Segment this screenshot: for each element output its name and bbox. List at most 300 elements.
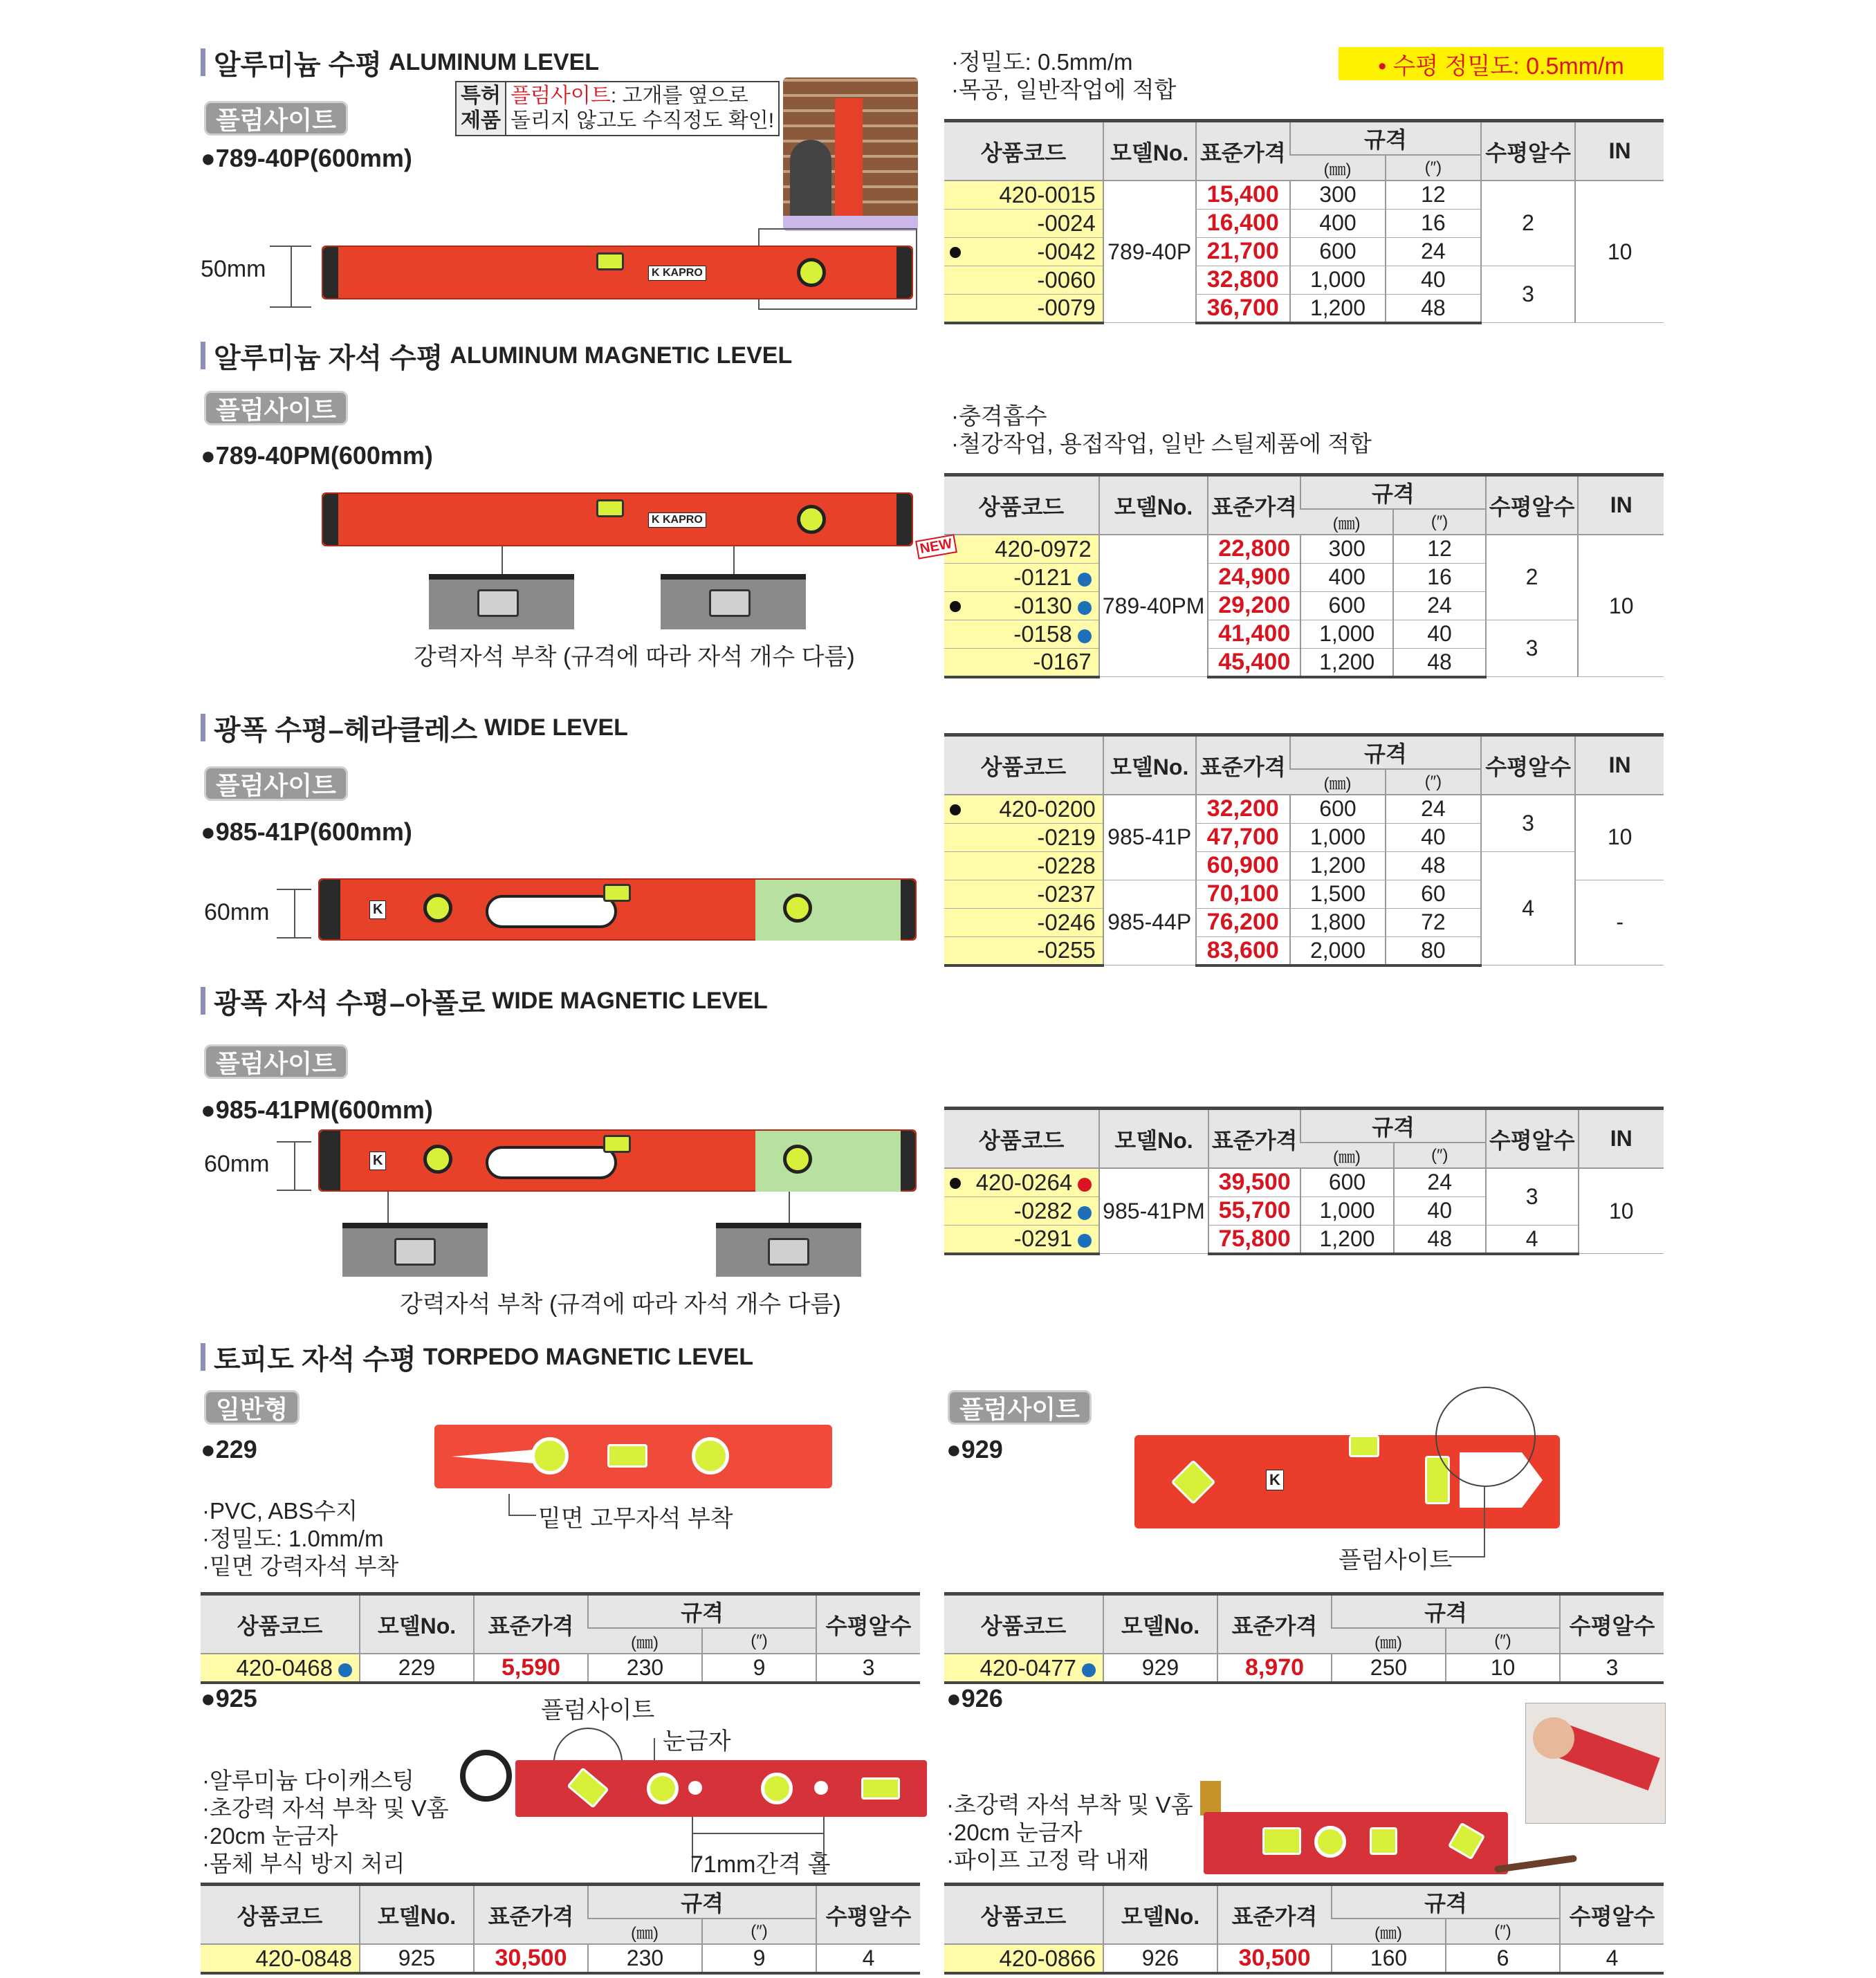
vials-cell: 2 [1481, 181, 1576, 266]
header-mm: (㎜) [588, 1628, 702, 1654]
spec-table-985-41pm [944, 1107, 1664, 1255]
header-spec: 규격 [588, 1885, 816, 1919]
model-cell: 926 [1103, 1944, 1217, 1973]
spec-table-926 [944, 1883, 1664, 1975]
leader-line [387, 1192, 389, 1223]
header-mm: (㎜) [1300, 509, 1393, 535]
product-code [944, 823, 1103, 851]
price-cell: 60,900 [1196, 851, 1291, 880]
vials-cell: 3 [1481, 266, 1576, 323]
leader-line [1484, 1487, 1485, 1556]
patent-text-1: : 고개를 옆으로 [610, 84, 748, 107]
feature-item: ·몸체 부식 방지 처리 [202, 1851, 405, 1876]
header-mm: (㎜) [588, 1919, 702, 1944]
mm-cell: 600 [1290, 795, 1386, 823]
recommended-dot [950, 1178, 961, 1189]
header-model: 모델No. [1099, 1109, 1208, 1169]
header-spec: 규격 [1290, 121, 1481, 156]
stock-dot [338, 1663, 352, 1677]
price-cell: 47,700 [1196, 823, 1291, 851]
code-text: 420-0477 [980, 1654, 1076, 1681]
table-row [944, 266, 1664, 294]
code-text: -0167 [1033, 649, 1092, 674]
header-inch: (″) [1386, 769, 1481, 795]
mm-cell: 400 [1290, 209, 1386, 237]
product-code [201, 1654, 360, 1683]
mm-cell: 300 [1290, 181, 1386, 209]
torpedo-229-image [434, 1425, 832, 1488]
angle-vial [1170, 1459, 1215, 1504]
header-vials: 수평알수 [1486, 1109, 1579, 1169]
plumb-site-badge: 플럼사이트 [948, 1390, 1092, 1425]
price-cell: 22,800 [1208, 535, 1300, 563]
feature-item: ·초강력 자석 부착 및 V홈 [202, 1795, 449, 1821]
new-badge: NEW [915, 534, 957, 559]
in-cell: - [1575, 880, 1664, 965]
level-vial [1262, 1827, 1301, 1855]
leader-line [733, 546, 735, 574]
header-spec: 규격 [1332, 1885, 1560, 1919]
pointer-shape [452, 1450, 535, 1463]
level-vial [603, 884, 631, 902]
model-cell: 229 [360, 1654, 474, 1683]
header-in: IN [1578, 475, 1664, 535]
inch-cell: 16 [1393, 563, 1485, 591]
inch-cell: 60 [1386, 880, 1481, 908]
header-model: 모델No. [360, 1885, 474, 1945]
spec-table-789-40pm [919, 473, 1664, 678]
header-in: IN [1575, 121, 1664, 181]
torpedo-925-image [515, 1760, 927, 1817]
plumb-vial [647, 1773, 679, 1804]
header-spec: 규격 [1300, 1109, 1485, 1143]
model-line: ●789-40PM(600mm) [201, 441, 433, 470]
inch-cell: 48 [1393, 648, 1485, 677]
level-vial [1370, 1827, 1397, 1855]
product-code [944, 620, 1099, 648]
model-line: ●929 [946, 1435, 1003, 1463]
code-text: 420-0848 [255, 1945, 352, 1971]
section-marker [201, 342, 205, 369]
feature-item: ·정밀도: 0.5mm/m [951, 49, 1133, 75]
header-code: 상품코드 [944, 1109, 1099, 1169]
header-vials: 수평알수 [1481, 121, 1576, 181]
level-photo-image [835, 98, 863, 216]
model-line: ●789-40P(600mm) [201, 144, 412, 172]
product-code [201, 1944, 360, 1973]
inch-cell: 24 [1386, 795, 1481, 823]
hand-image [1533, 1717, 1574, 1759]
header-inch: (″) [1386, 155, 1481, 181]
code-text: -0158 [1013, 620, 1072, 647]
model-cell: 985-41PM [1099, 1168, 1208, 1254]
price-cell: 29,200 [1208, 591, 1300, 620]
mm-cell: 160 [1332, 1944, 1446, 1973]
product-code [944, 237, 1103, 266]
magnet-closeup-image [429, 574, 574, 629]
magnet-closeup-image [342, 1223, 488, 1277]
plumb-site-callout: 플럼사이트 [1339, 1547, 1453, 1573]
table-row [201, 1654, 920, 1683]
header-price: 표준가격 [474, 1885, 588, 1945]
header-inch: (″) [1393, 509, 1485, 535]
mm-cell: 600 [1300, 591, 1393, 620]
price-cell: 39,500 [1208, 1168, 1301, 1196]
plumb-site-highlight-circle [1435, 1387, 1536, 1487]
in-cell: 10 [1578, 535, 1664, 677]
header-code: 상품코드 [201, 1885, 360, 1945]
plumb-site-panel [755, 880, 901, 941]
header-price: 표준가격 [474, 1594, 588, 1654]
feature-list [946, 1791, 1193, 1874]
hole-spacing-line [692, 1833, 823, 1834]
feature-item: ·파이프 고정 락 내재 [946, 1847, 1150, 1873]
feature-item: ·알루미늄 다이캐스팅 [202, 1768, 415, 1793]
title-korean: 광폭 수평–헤라클레스 [214, 714, 478, 746]
patent-red-text: 플럼사이트 [510, 84, 611, 107]
ruler-callout: 눈금자 [663, 1728, 731, 1755]
section-title-torpedo-magnetic-level [201, 1342, 754, 1375]
code-text: -0255 [1037, 937, 1096, 963]
inch-cell: 40 [1386, 823, 1481, 851]
model-cell: 985-41P [1103, 795, 1196, 880]
code-text: -0228 [1037, 852, 1096, 878]
inch-cell: 24 [1394, 1168, 1486, 1196]
header-inch: (″) [702, 1628, 816, 1654]
in-cell: 10 [1579, 1168, 1664, 1254]
stock-dot [1078, 573, 1092, 586]
section-title-aluminum-magnetic-level [201, 340, 792, 371]
end-cap [320, 880, 340, 939]
header-spec: 규격 [1332, 1594, 1560, 1629]
code-text: -0042 [1037, 238, 1096, 264]
code-text: -0060 [1037, 266, 1096, 293]
header-vials: 수평알수 [816, 1594, 920, 1654]
header-model: 모델No. [1099, 475, 1208, 535]
spec-table-925 [201, 1883, 920, 1975]
vials-cell: 4 [816, 1944, 920, 1973]
inch-cell: 48 [1394, 1225, 1486, 1254]
mounting-hole [814, 1781, 828, 1795]
vials-cell: 3 [1486, 620, 1579, 677]
price-cell: 32,800 [1196, 266, 1291, 294]
table-row [944, 1225, 1664, 1254]
header-spec: 규격 [1290, 735, 1481, 770]
header-code: 상품코드 [944, 475, 1099, 535]
level-vial [596, 252, 624, 270]
plumb-site-callout: 플럼사이트 [541, 1697, 655, 1723]
code-text: -0246 [1037, 909, 1096, 935]
product-code [944, 908, 1103, 936]
magnet-closeup-image [661, 574, 806, 629]
angle-vial [567, 1767, 609, 1809]
price-cell: 70,100 [1196, 880, 1291, 908]
mm-cell: 1,000 [1300, 620, 1393, 648]
section-marker [201, 714, 205, 741]
magnet-image [394, 1238, 436, 1266]
feature-item: ·초강력 자석 부착 및 V홈 [946, 1792, 1193, 1818]
spec-table-985-41p [944, 733, 1664, 967]
header-vials: 수평알수 [1560, 1885, 1664, 1945]
header-model: 모델No. [1103, 1594, 1217, 1654]
plumb-vial [1314, 1826, 1346, 1858]
header-code: 상품코드 [944, 1885, 1103, 1945]
level-985-41pm-image [318, 1129, 917, 1192]
header-price: 표준가격 [1208, 475, 1300, 535]
leader-line [508, 1515, 536, 1516]
plumb-site-badge: 플럼사이트 [204, 1044, 348, 1079]
mm-cell: 1,000 [1290, 266, 1386, 294]
plumb-vial [423, 894, 452, 923]
price-cell: 30,500 [474, 1944, 588, 1973]
product-code [944, 795, 1103, 823]
header-inch: (″) [1446, 1919, 1560, 1944]
plumb-vial [761, 1773, 793, 1804]
header-model: 모델No. [360, 1594, 474, 1654]
hand-usage-photo [1525, 1703, 1666, 1824]
header-vials: 수평알수 [1486, 475, 1579, 535]
inch-cell: 24 [1386, 237, 1481, 266]
section-title-wide-level [201, 712, 628, 746]
header-code: 상품코드 [201, 1594, 360, 1654]
inch-cell: 24 [1393, 591, 1485, 620]
magnet-callout: 밑면 고무자석 부착 [538, 1506, 733, 1532]
model-cell: 985-44P [1103, 880, 1196, 965]
stock-dot [1078, 1234, 1092, 1248]
section-marker [201, 48, 205, 76]
model-line: ●985-41P(600mm) [201, 817, 412, 846]
inch-cell: 16 [1386, 209, 1481, 237]
patent-text [506, 82, 778, 135]
model-line: ●229 [201, 1435, 257, 1463]
code-text: 420-0200 [999, 795, 1096, 822]
product-code [944, 181, 1103, 209]
code-text: -0079 [1037, 295, 1096, 320]
header-inch: (″) [1394, 1143, 1486, 1168]
model-line: ●985-41PM(600mm) [201, 1096, 433, 1124]
header-mm: (㎜) [1300, 1143, 1393, 1168]
price-cell: 76,200 [1196, 908, 1291, 936]
header-code: 상품코드 [944, 735, 1103, 795]
plumb-vial [692, 1437, 729, 1475]
end-cap [896, 494, 912, 545]
dim-line-vertical [294, 889, 295, 939]
header-mm: (㎜) [1332, 1919, 1446, 1944]
feature-item: ·20cm 눈금자 [946, 1820, 1083, 1845]
inch-cell: 40 [1393, 620, 1485, 648]
plumb-vial [783, 894, 812, 923]
mm-cell: 1,200 [1300, 648, 1393, 677]
code-text: 420-0972 [995, 535, 1092, 562]
title-korean: 광폭 자석 수평–아폴로 [214, 988, 486, 1019]
inch-cell: 6 [1446, 1944, 1560, 1973]
plumb-site-badge: 플럼사이트 [204, 391, 348, 425]
level-vial [596, 499, 624, 517]
plumb-vial [797, 505, 826, 534]
recommended-dot [950, 601, 961, 612]
price-cell: 36,700 [1196, 294, 1291, 323]
inch-cell: 48 [1386, 851, 1481, 880]
header-price: 표준가격 [1217, 1885, 1332, 1945]
vials-cell: 4 [1560, 1944, 1664, 1973]
handle-grip [486, 1146, 617, 1179]
table-row [201, 1944, 920, 1973]
title-english: ALUMINUM LEVEL [388, 48, 600, 75]
level-vial [603, 1135, 631, 1153]
in-cell: 10 [1575, 181, 1664, 323]
header-price: 표준가격 [1196, 121, 1291, 181]
header-spec: 규격 [588, 1594, 816, 1629]
price-cell: 41,400 [1208, 620, 1300, 648]
product-code [944, 1196, 1099, 1225]
mm-cell: 600 [1290, 237, 1386, 266]
recommended-dot [950, 804, 961, 815]
title-korean: 토피도 자석 수평 [214, 1344, 416, 1375]
header-vials: 수평알수 [1481, 735, 1576, 795]
table-row [944, 1654, 1664, 1683]
mm-cell: 1,000 [1300, 1196, 1393, 1225]
magnet-closeup-image [716, 1223, 861, 1277]
torpedo-926-image [1204, 1812, 1508, 1874]
spec-table-929 [944, 1592, 1664, 1684]
product-code [944, 648, 1099, 677]
product-code [944, 1944, 1103, 1973]
header-price: 표준가격 [1196, 735, 1291, 795]
mm-cell: 1,200 [1300, 1225, 1393, 1254]
stock-dot [1082, 1663, 1096, 1677]
level-vial [861, 1777, 900, 1800]
plumb-vial [531, 1437, 569, 1475]
table-row [944, 181, 1664, 209]
plumb-site-photo [783, 77, 918, 231]
plumb-vial [797, 258, 826, 287]
code-text: 420-0866 [999, 1945, 1096, 1971]
kapro-logo: K KAPRO [648, 512, 706, 528]
spec-table-229 [201, 1592, 920, 1684]
inch-cell: 12 [1386, 181, 1481, 209]
section-title-wide-magnetic-level [201, 986, 768, 1019]
header-model: 모델No. [1103, 121, 1196, 181]
vials-cell: 3 [1481, 795, 1576, 851]
product-code [944, 294, 1103, 323]
pipe-lock-knob-image [1200, 1781, 1221, 1815]
patent-label: 특허 제품 [457, 82, 506, 135]
plumb-site-panel [755, 1131, 901, 1192]
end-cap [896, 247, 912, 298]
mm-cell: 600 [1300, 1168, 1393, 1196]
feature-list [951, 403, 1372, 458]
table-row [944, 1944, 1664, 1973]
product-code [944, 851, 1103, 880]
code-text: -0130 [1013, 592, 1072, 618]
feature-item: ·20cm 눈금자 [202, 1823, 338, 1849]
price-cell: 5,590 [474, 1654, 588, 1683]
inch-cell: 40 [1386, 266, 1481, 294]
header-price: 표준가격 [1208, 1109, 1301, 1169]
dim-line-vertical [294, 1141, 295, 1191]
header-model: 모델No. [1103, 735, 1196, 795]
leader-line [502, 546, 503, 574]
mm-cell: 230 [588, 1654, 702, 1683]
code-text: 420-0015 [999, 181, 1096, 207]
level-789-40pm-image [322, 492, 913, 546]
product-code [944, 209, 1103, 237]
magnet-image [768, 1238, 809, 1266]
leader-line [508, 1494, 510, 1516]
header-in: IN [1579, 1109, 1664, 1169]
model-cell: 789-40P [1103, 181, 1196, 323]
kapro-k-logo: K [1266, 1470, 1284, 1490]
title-english: TORPEDO MAGNETIC LEVEL [423, 1343, 754, 1370]
inch-cell: 10 [1446, 1654, 1560, 1683]
mm-cell: 300 [1300, 535, 1393, 563]
header-spec: 규격 [1300, 475, 1486, 510]
height-dimension: 60mm [204, 1151, 270, 1177]
level-vial [1349, 1435, 1379, 1457]
level-vial [607, 1444, 647, 1468]
angle-vial [1448, 1822, 1486, 1860]
feature-list [202, 1767, 449, 1878]
section-marker [201, 1343, 205, 1371]
mm-cell: 1,800 [1290, 908, 1386, 936]
inch-cell: 40 [1394, 1196, 1486, 1225]
kapro-k-logo: K [369, 1152, 386, 1170]
vials-cell: 3 [816, 1654, 920, 1683]
table-row [944, 851, 1664, 880]
precision-highlight: • 수평 정밀도: 0.5mm/m [1339, 47, 1664, 80]
price-cell: 32,200 [1196, 795, 1291, 823]
inch-cell: 48 [1386, 294, 1481, 323]
plumb-site-badge: 플럼사이트 [204, 766, 348, 801]
level-985-41p-image [318, 878, 917, 941]
wrist-strap-image [460, 1750, 512, 1802]
feature-list [202, 1497, 398, 1580]
spec-table-789-40p [944, 119, 1664, 324]
header-in: IN [1575, 735, 1664, 795]
mm-cell: 250 [1332, 1654, 1446, 1683]
level-789-40p-image [322, 246, 913, 299]
section-title-aluminum-level [201, 47, 600, 80]
table-row [944, 795, 1664, 823]
inch-cell: 72 [1386, 908, 1481, 936]
price-cell: 30,500 [1217, 1944, 1332, 1973]
vials-cell: 4 [1481, 851, 1576, 965]
kapro-k-logo: K [369, 900, 386, 919]
header-vials: 수평알수 [816, 1885, 920, 1945]
stock-dot [1078, 601, 1092, 615]
header-inch: (″) [1446, 1628, 1560, 1654]
patent-box [455, 81, 780, 136]
leader-line [1449, 1556, 1485, 1558]
code-text: -0219 [1037, 824, 1096, 850]
mm-cell: 2,000 [1290, 936, 1386, 965]
magnet-caption: 강력자석 부착 (규격에 따라 자석 개수 다름) [414, 644, 855, 670]
code-text: -0282 [1013, 1197, 1073, 1223]
code-text: -0024 [1037, 210, 1096, 236]
inch-cell: 12 [1393, 535, 1485, 563]
vials-cell: 3 [1486, 1168, 1579, 1225]
height-dimension: 50mm [201, 256, 266, 282]
magnet-image [709, 589, 751, 617]
header-mm: (㎜) [1332, 1628, 1446, 1654]
feature-item: ·밑면 강력자석 부착 [202, 1553, 399, 1579]
stock-dot [1078, 629, 1092, 643]
section-marker [201, 987, 205, 1015]
model-line: ●925 [201, 1684, 257, 1712]
title-english: ALUMINUM MAGNETIC LEVEL [450, 342, 793, 369]
stock-dot [1078, 1178, 1092, 1192]
handle-grip [486, 895, 617, 928]
